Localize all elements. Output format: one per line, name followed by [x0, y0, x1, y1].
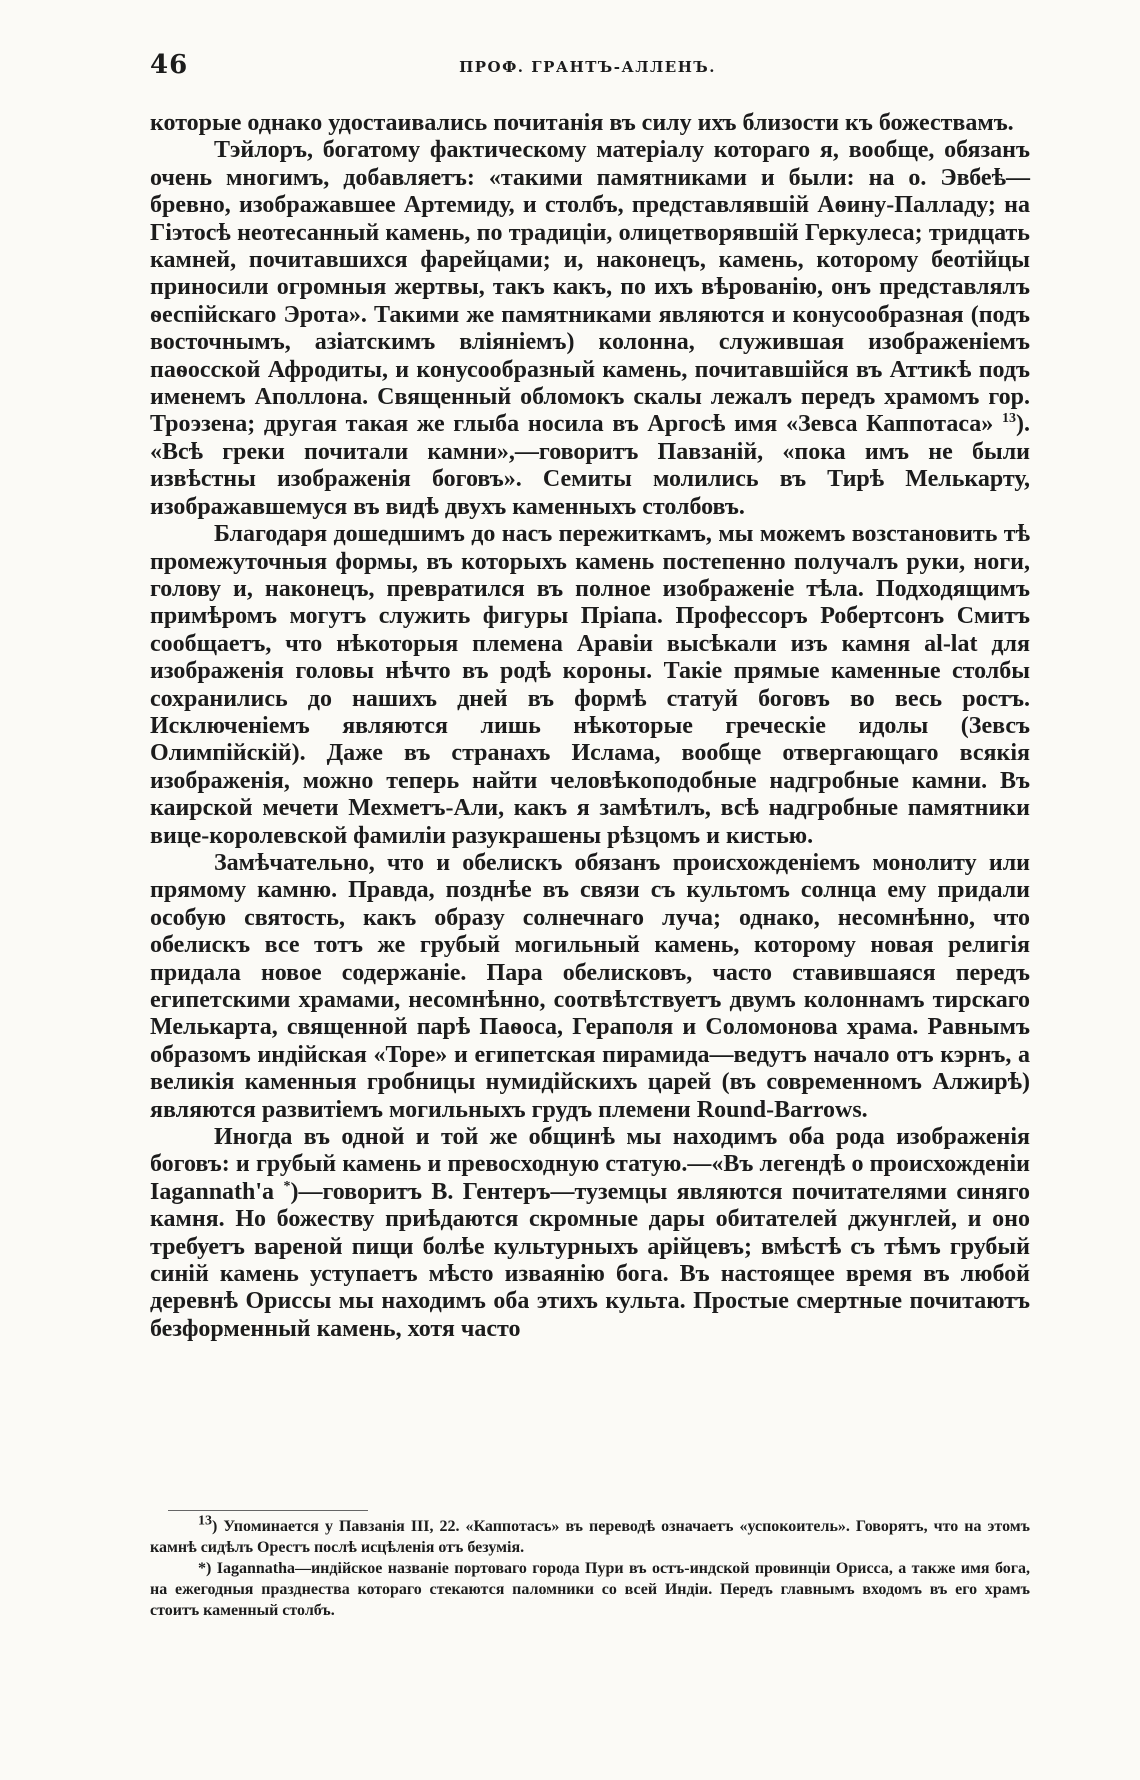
paragraph-3: [150, 521, 1030, 850]
paragraph-5: [150, 1124, 1030, 1343]
footnote-marker: *: [198, 1560, 206, 1577]
paragraph-text: Иногда въ одной и той же общинѣ мы находимъ оба рода изображенія боговъ: и грубый камень и превосходную статую.—«Въ легендѣ о происхожденіи Iagannath'a: [150, 1124, 1030, 1205]
footnote-text: ) Iagannatha—индійское названіе портоваго города Пури въ остъ-индской провинціи Орисса, а также имя бога, на ежегодныя празднества котораго стекаются паломники со всей Индіи. Передъ главнымъ входомъ въ его храмъ стоитъ каменный столбъ.: [150, 1560, 1030, 1619]
footnotes: [150, 1513, 1030, 1621]
footnote-star: [150, 1558, 1030, 1621]
paragraph-text: Благодаря дошедшимъ до насъ пережиткамъ, мы можемъ возстановить тѣ промежуточныя формы, въ которыхъ камень постепенно получалъ руки, ноги, голову и, наконецъ, превратился въ полное изображеніе тѣла. Подходящимъ примѣромъ могутъ служить фигуры Пріапа. Профессоръ Робертсонъ Смитъ сообщаетъ, что нѣкоторыя племена Аравіи высѣкали изъ камня al-lat для изображенія головы нѣчто въ родѣ короны. Такіе прямые каменные столбы сохранились до нашихъ дней въ формѣ статуй боговъ во весь ростъ. Исключеніемъ являются лишь нѣкоторые греческіе идолы (Зевсъ Олимпійскій). Даже въ странахъ Ислама, вообще отвергающаго всякія изображенія, можно теперь найти человѣкоподобные надгробные камни. Въ каирской мечети Мехметъ-Али, какъ я замѣтилъ, всѣ надгробные памятники вице-королевской фамиліи разукрашены рѣзцомъ и кистью.: [150, 521, 1030, 849]
paragraph-4: [150, 850, 1030, 1124]
page-number: 46: [150, 50, 189, 80]
running-head: ПРОФ. ГРАНТЪ-АЛЛЕНЪ.: [459, 58, 716, 76]
main-text: [150, 110, 1030, 1343]
footnote-13: [150, 1513, 1030, 1558]
footnote-marker: 13: [198, 1513, 212, 1529]
paragraph-text: )—говоритъ В. Гентеръ—туземцы являются почитателями синяго камня. Но божеству приѣдаются скромные дары обитателей джунглей, и оно требуетъ вареной пищи болѣе культурныхъ арійцевъ; вмѣстѣ съ тѣмъ грубый синій камень уступаетъ мѣсто изваянію бога. Въ настоящее время въ любой деревнѣ Ориссы мы находимъ оба этихъ культа. Простые смертные почитаютъ безформенный камень, хотя часто: [150, 1178, 1031, 1342]
paragraph-2: [150, 137, 1030, 521]
paragraph-text: Замѣчательно, что и обелискъ обязанъ происхожденіемъ монолиту или прямому камню. Правда, позднѣе въ связи съ культомъ солнца ему придали особую святость, какъ образу солнечнаго луча; однако, несомнѣнно, что обелискъ все тотъ же грубый могильный камень, которому новая религія придала новое содержаніе. Пара обелисковъ, часто ставившаяся передъ египетскими храмами, несомнѣнно, соотвѣтствуетъ двумъ колоннамъ тирскаго Мелькарта, священной парѣ Паѳоса, Гераполя и Соломонова храма. Равнымъ образомъ индійская «Tope» и египетская пирамида—ведутъ начало отъ кэрнъ, а великія каменныя гробницы нумидійскихъ царей (въ современномъ Алжирѣ) являются развитіемъ могильныхъ грудъ племени Round-Barrows.: [150, 849, 1030, 1123]
footnote-divider: [168, 1510, 368, 1511]
paragraph-text: которые однако удостаивались почитанія въ силу ихъ близости къ божествамъ.: [150, 110, 1014, 136]
footnote-ref-star: *: [283, 1178, 291, 1194]
paragraph-1: [150, 110, 1030, 137]
footnote-text: ) Упоминается у Павзанія III, 22. «Каппотасъ» въ переводѣ означаетъ «успокоитель». Говорятъ, что на этомъ камнѣ сидѣлъ Орестъ послѣ исцѣленія отъ безумія.: [150, 1518, 1030, 1556]
page-header: [150, 46, 1025, 86]
paragraph-text: Тэйлоръ, богатому фактическому матеріалу котораго я, вообще, обязанъ очень многимъ, добавляетъ: «такими памятниками и были: на о. Эвбеѣ— бревно, изображавшее Артемиду, и столбъ, представлявшій Аѳину-Палладу; на Гіэтосѣ неотесанный камень, по традиціи, олицетворявшій Геркулеса; тридцать камней, почитавшихся фарейцами; и, наконецъ, камень, которому беотійцы приносили огромныя жертвы, такъ какъ, по ихъ вѣрованію, онъ представлялъ ѳеспійскаго Эрота». Такими же памятниками являются и конусообразная (подъ восточнымъ, азіатскимъ вліяніемъ) колонна, служившая изображеніемъ паѳосской Афродиты, и конусообразный камень, почитавшійся въ Аттикѣ подъ именемъ Аполлона. Священный обломокъ скалы лежалъ передъ храмомъ гор. Троэзена; другая такая же глыба носила въ Аргосѣ имя «Зевса Каппотаса»: [150, 137, 1030, 438]
paragraph-text: ). «Всѣ греки почитали камни»,—говоритъ Павзаній, «пока имъ не были извѣстны изображенія боговъ». Семиты молились въ Тирѣ Мелькарту, изображавшемуся въ видѣ двухъ каменныхъ столбовъ.: [150, 411, 1031, 520]
footnote-ref-13: 13: [1002, 411, 1017, 427]
